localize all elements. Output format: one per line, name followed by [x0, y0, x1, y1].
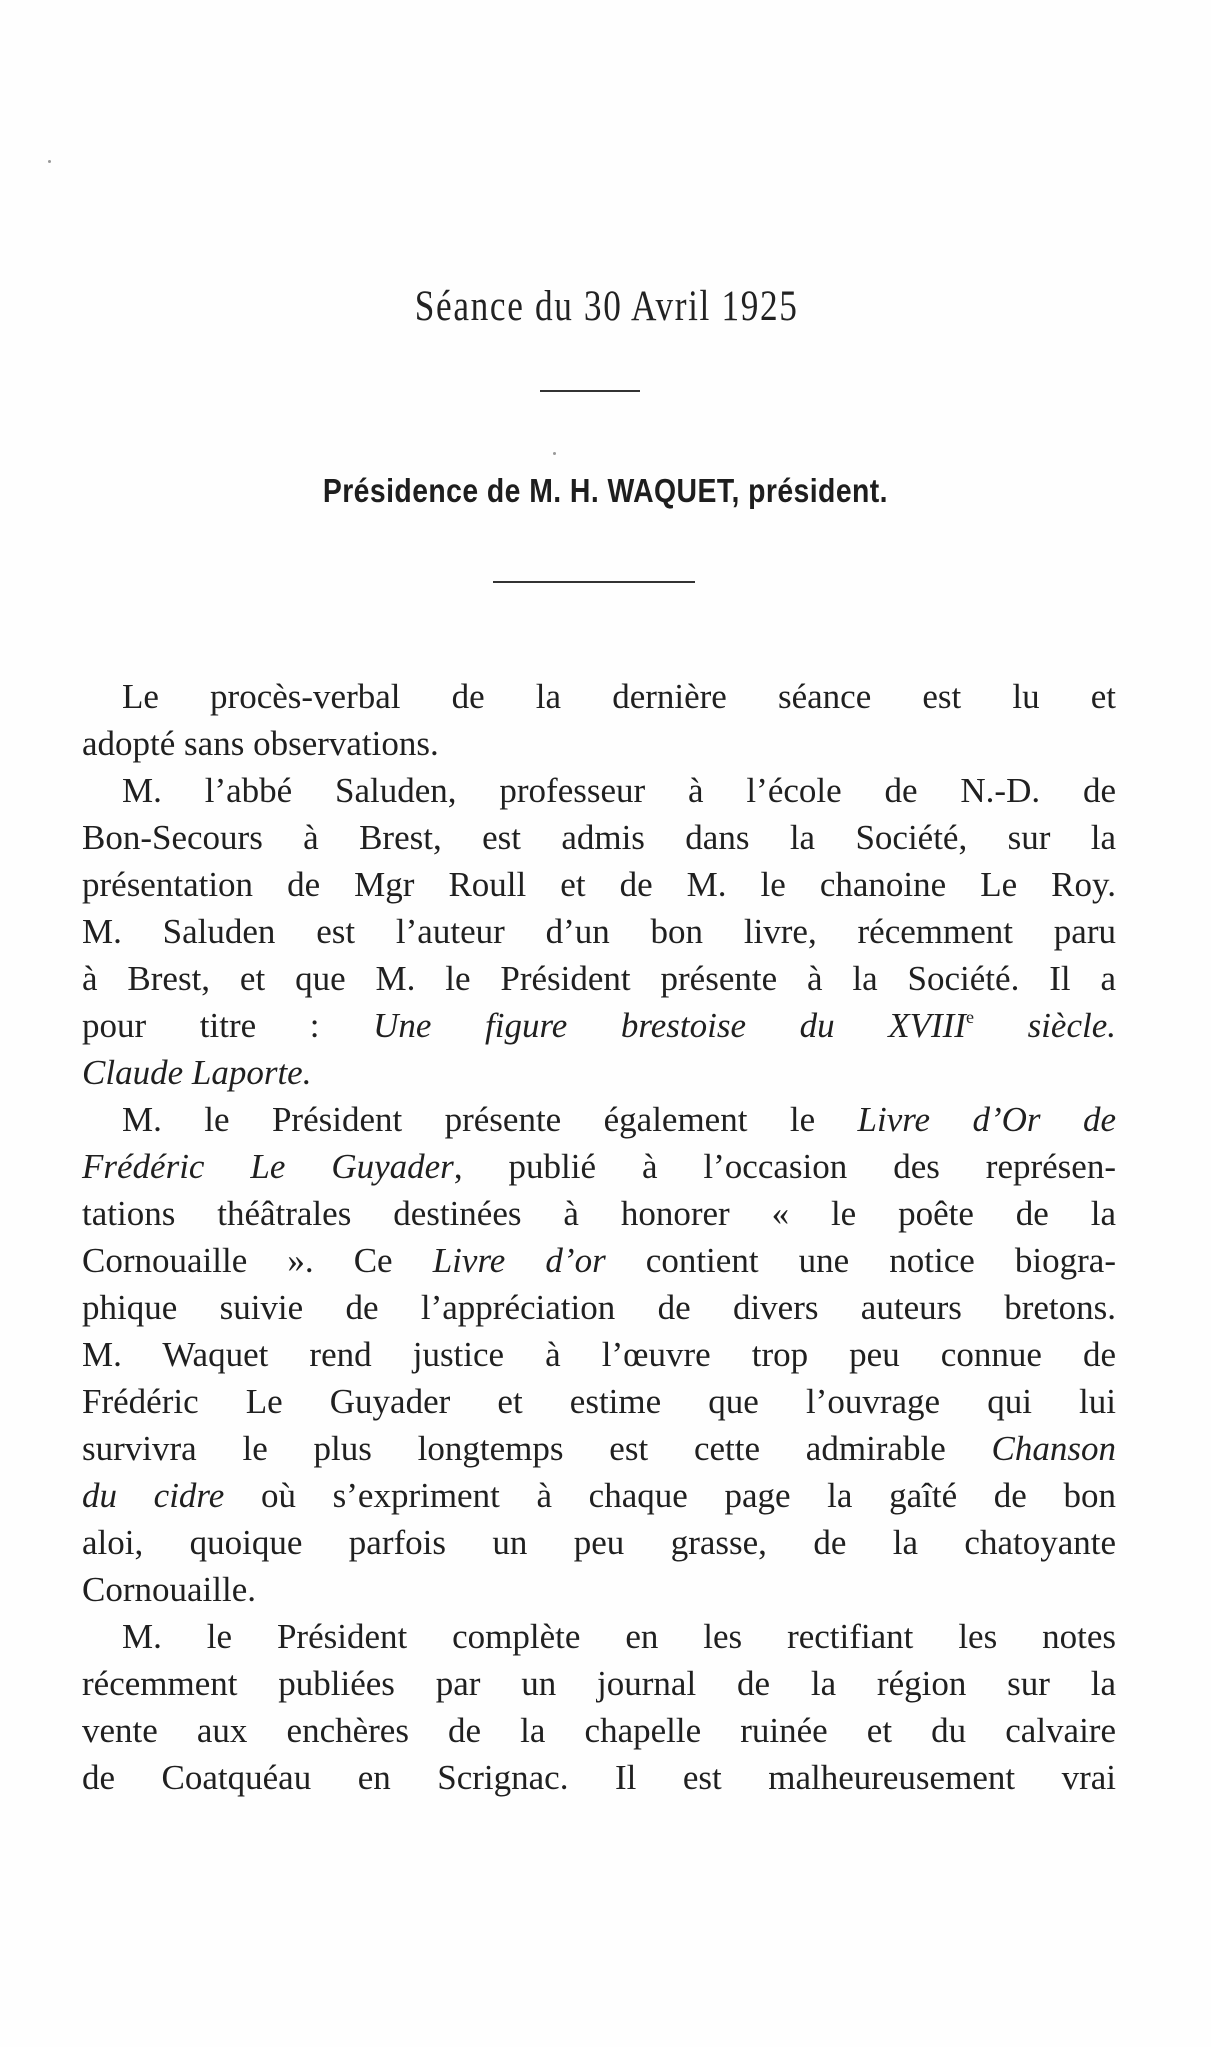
- text-segment: , publié à l’occasion des représen-: [453, 1147, 1116, 1186]
- italic-text: Frédéric Le Guyader: [82, 1147, 454, 1186]
- text-segment: M. Waquet rend justice à l’œuvre trop peu connue de: [82, 1335, 1116, 1374]
- text-line: [82, 1284, 1116, 1331]
- text-line: [82, 1331, 1116, 1378]
- text-line: [82, 1002, 1116, 1049]
- text-segment: Bon-Secours à Brest, est admis dans la Société, sur la: [82, 818, 1116, 857]
- superscript: e: [965, 1007, 974, 1027]
- text-segment: adopté sans observations.: [82, 724, 439, 763]
- text-segment: M. le Président présente également le: [122, 1100, 858, 1139]
- italic-text: siècle.: [973, 1006, 1116, 1045]
- text-segment: tations théâtrales destinées à honorer « le poête de la: [82, 1194, 1116, 1233]
- text-line: [82, 1660, 1116, 1707]
- text-line: [82, 1566, 1116, 1613]
- text-segment: à Brest, et que M. le Président présente à la Société. Il a: [82, 959, 1116, 998]
- text-segment: Le procès-verbal de la dernière séance est lu et: [122, 677, 1116, 716]
- italic-text: Livre d’or: [432, 1241, 606, 1280]
- text-line: [82, 1378, 1116, 1425]
- italic-text: Une figure brestoise du XVIII: [373, 1006, 966, 1045]
- italic-text: Claude Laporte.: [82, 1053, 312, 1092]
- text-line: [82, 673, 1116, 720]
- text-segment: survivra le plus longtemps est cette admirable: [82, 1429, 992, 1468]
- text-segment: phique suivie de l’appréciation de divers auteurs bretons.: [82, 1288, 1116, 1327]
- scan-speck: [48, 160, 51, 163]
- italic-text: Chanson: [991, 1429, 1116, 1468]
- text-line: [82, 861, 1116, 908]
- text-segment: récemment publiées par un journal de la région sur la: [82, 1664, 1116, 1703]
- italic-text: Livre d’Or de: [857, 1100, 1116, 1139]
- text-segment: Cornouaille ». Ce: [82, 1241, 433, 1280]
- text-line: [82, 1707, 1116, 1754]
- text-segment: M. l’abbé Saluden, professeur à l’école de N.-D. de: [122, 771, 1116, 810]
- text-segment: M. Saluden est l’auteur d’un bon livre, récemment paru: [82, 912, 1116, 951]
- text-line: [82, 1519, 1116, 1566]
- text-line: [82, 955, 1116, 1002]
- text-segment: pour titre :: [82, 1006, 374, 1045]
- text-segment: où s’expriment à chaque page la gaîté de bon: [224, 1476, 1116, 1515]
- scan-speck: [553, 452, 556, 455]
- text-line: [82, 814, 1116, 861]
- text-line: [82, 1472, 1116, 1519]
- page-subtitle: Présidence de M. H. WAQUET, président.: [322, 472, 889, 509]
- text-line: [82, 1237, 1116, 1284]
- text-line: [82, 1754, 1116, 1801]
- text-segment: M. le Président complète en les rectifiant les notes: [122, 1617, 1116, 1656]
- text-line: [82, 908, 1116, 955]
- text-segment: vente aux enchères de la chapelle ruinée et du calvaire: [82, 1711, 1116, 1750]
- text-line: [82, 1425, 1116, 1472]
- text-line: [82, 1143, 1116, 1190]
- text-segment: présentation de Mgr Roull et de M. le chanoine Le Roy.: [82, 865, 1116, 904]
- text-line: [82, 1049, 1116, 1096]
- text-segment: de Coatquéau en Scrignac. Il est malheureusement vrai: [82, 1758, 1116, 1797]
- page-title: Séance du 30 Avril 1925: [414, 283, 799, 330]
- text-segment: Cornouaille.: [82, 1570, 256, 1609]
- text-line: [82, 720, 1116, 767]
- separator-rule: [493, 581, 695, 583]
- italic-text: du cidre: [82, 1476, 225, 1515]
- separator-rule: [540, 390, 640, 392]
- text-segment: contient une notice biogra-: [605, 1241, 1116, 1280]
- text-line: [82, 1190, 1116, 1237]
- text-line: [82, 767, 1116, 814]
- body-text: [82, 673, 1116, 1801]
- text-segment: aloi, quoique parfois un peu grasse, de la chatoyante: [82, 1523, 1116, 1562]
- text-line: [82, 1096, 1116, 1143]
- text-line: [82, 1613, 1116, 1660]
- text-segment: Frédéric Le Guyader et estime que l’ouvrage qui lui: [82, 1382, 1116, 1421]
